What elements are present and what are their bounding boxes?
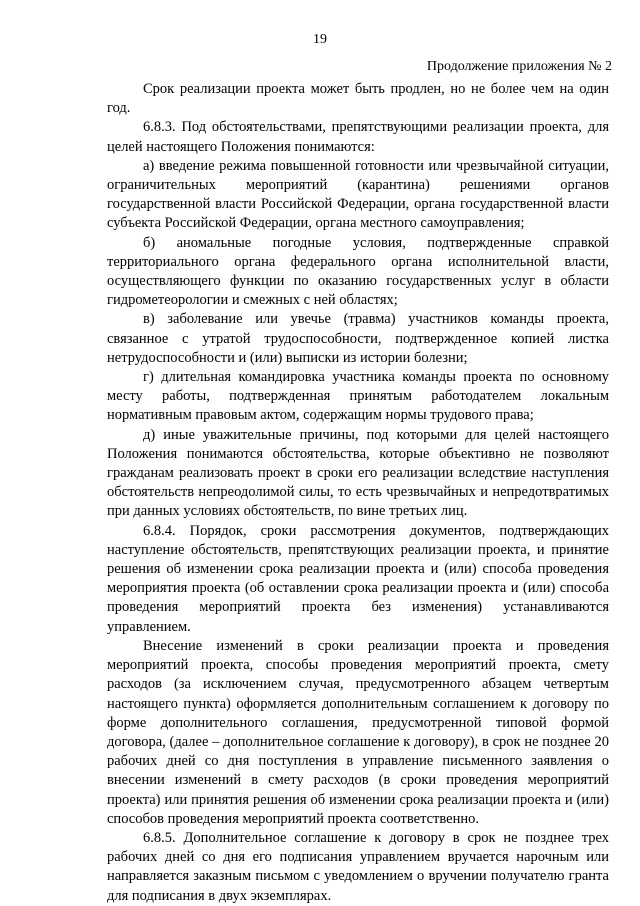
- paragraph-6-8-5: 6.8.5. Дополнительное соглашение к договору в срок не позднее трех рабочих дней со дня его подписания управлением вручается нарочным или направляется заказным письмом с уведомлением о вручении получателю гранта для подписания в двух экземплярах.: [107, 829, 609, 904]
- document-body: [107, 80, 609, 906]
- paragraph-6-8-3-g: г) длительная командировка участника команды проекта по основному месту работы, подтвержденная принятым работодателем локальным нормативным правовым актом, содержащим нормы трудового права;: [107, 369, 609, 424]
- paragraph-6-8-3-d: д) иные уважительные причины, под которыми для целей настоящего Положения понимаются обстоятельства, которые объективно не позволяют гражданам реализовать проект в сроки его реализации вследствие наступления обстоятельств непреодолимой силы, то есть чрезвычайных и непредотвратимых при данных условиях обстоятельств, по вине третьих лиц.: [107, 426, 609, 520]
- paragraph-6-8-3-a: а) введение режима повышенной готовности или чрезвычайной ситуации, ограничительных мероприятий (карантина) решениями органов государственной власти Российской Федерации, органа государственной власти субъекта Российской Федерации, органа местного самоуправления;: [107, 157, 609, 232]
- paragraph-6-8-3: 6.8.3. Под обстоятельствами, препятствующими реализации проекта, для целей настоящего Положения понимаются:: [107, 119, 609, 155]
- paragraph-6-8-4: 6.8.4. Порядок, сроки рассмотрения документов, подтверждающих наступление обстоятельств, препятствующих реализации проекта, и принятие решения об изменении срока реализации проекта и (или) способа проведения мероприятия проекта (об оставлении срока реализации проекта и (или) способа проведения мероприятий проекта без изменения) устанавливаются управлением.: [107, 522, 609, 635]
- appendix-continuation-note: Продолжение приложения № 2: [426, 59, 612, 74]
- page-number: 19: [313, 32, 327, 47]
- paragraph-6-8-3-v: в) заболевание или увечье (травма) участников команды проекта, связанное с утратой трудоспособности, подтвержденное копией листка нетрудоспособности и (или) выписки из истории болезни;: [107, 311, 609, 366]
- paragraph-project-extension: Срок реализации проекта может быть продлен, но не более чем на один год.: [107, 81, 609, 117]
- paragraph-6-8-4-changes: Внесение изменений в сроки реализации проекта и проведения мероприятий проекта, способы проведения мероприятий проекта, смету расходов (за исключением случая, предусмотренного абзацем четвертым настоящего пункта) оформляется дополнительным соглашением к договору по форме дополнительного соглашения, предусмотренной типовой формой договора, (далее – дополнительное соглашение к договору), в срок не позднее 20 рабочих дней со дня поступления в управление письменного заявления о внесении изменений в смету расходов (в сроки проведения мероприятий проекта) или принятия решения об изменении срока реализации проекта и (или) способов проведения мероприятий проекта соответственно.: [107, 637, 609, 827]
- paragraph-6-8-3-b: б) аномальные погодные условия, подтвержденные справкой территориального органа федерального органа исполнительной власти, осуществляющего функции по оказанию государственных услуг в области гидрометеорологии и смежных с ней областях;: [107, 234, 609, 309]
